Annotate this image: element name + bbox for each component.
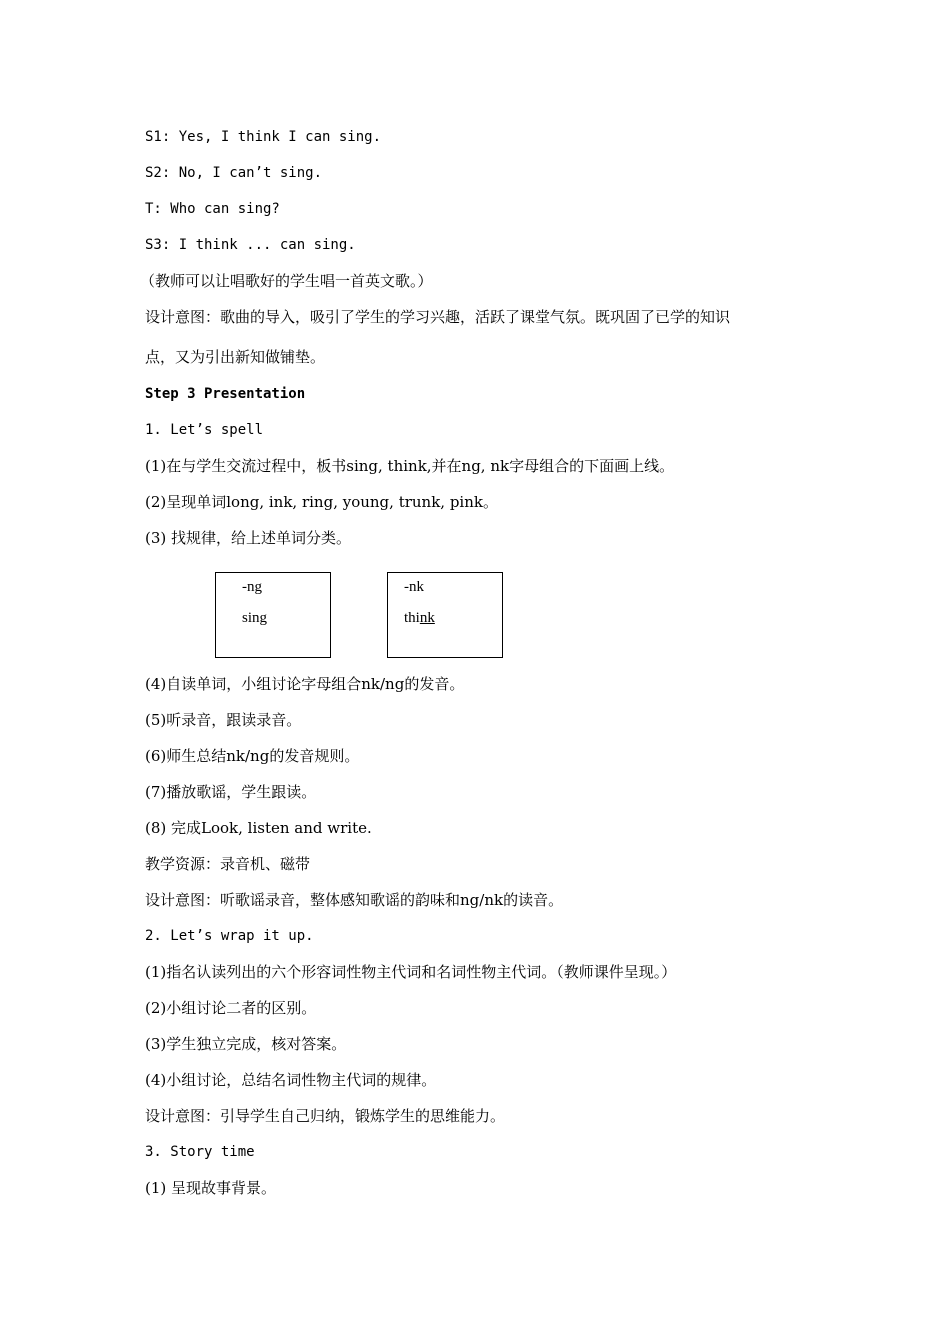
spell-item-7: (7)播放歌谣，学生跟读。 <box>145 783 317 801</box>
spell-item-3: (3) 找规律，给上述单词分类。 <box>145 529 352 547</box>
nk-word <box>404 610 435 627</box>
ng-word: sing <box>242 610 268 626</box>
design-intent-3: 设计意图：引导学生自己归纳，锻炼学生的思维能力。 <box>145 1107 506 1125</box>
design-intent-1: 设计意图：歌曲的导入，吸引了学生的学习兴趣，活跃了课堂气氛。既巩固了已学的知识 <box>145 308 731 326</box>
story-item-1: (1) 呈现故事背景。 <box>145 1179 277 1197</box>
design-intent-2: 设计意图：听歌谣录音，整体感知歌谣的韵味和ng/nk的读音。 <box>145 891 564 909</box>
step3-heading: Step 3 Presentation <box>145 386 306 402</box>
dialogue-t: T: Who can sing? <box>145 201 280 217</box>
spell-title: 1. Let’s spell <box>145 422 264 438</box>
wrap-item-1: (1)指名认读列出的六个形容词性物主代词和名词性物主代词。（教师课件呈现。） <box>145 963 677 981</box>
teacher-note: （教师可以让唱歌好的学生唱一首英文歌。） <box>140 272 433 290</box>
ng-label: -ng <box>242 579 262 595</box>
dialogue-s2: S2: No, I can’t sing. <box>145 165 323 181</box>
spell-item-1: (1)在与学生交流过程中，板书sing, think,并在ng, nk字母组合的下面画上线。 <box>145 457 675 475</box>
spell-item-5: (5)听录音，跟读录音。 <box>145 711 302 729</box>
spell-item-8: (8) 完成Look, listen and write. <box>145 819 372 837</box>
story-title: 3. Story time <box>145 1144 255 1160</box>
dialogue-s1: S1: Yes, I think I can sing. <box>145 129 382 145</box>
nk-word-box <box>387 572 503 658</box>
nk-word-prefix: thi <box>404 610 420 626</box>
ng-word-box <box>215 572 331 658</box>
design-intent-1-cont: 点，又为引出新知做铺垫。 <box>145 348 326 366</box>
wrap-title: 2. Let’s wrap it up. <box>145 928 314 944</box>
wrap-item-2: (2)小组讨论二者的区别。 <box>145 999 317 1017</box>
spell-item-6: (6)师生总结nk/ng的发音规则。 <box>145 747 360 765</box>
wrap-item-4: (4)小组讨论，总结名词性物主代词的规律。 <box>145 1071 437 1089</box>
teaching-resources: 教学资源：录音机、磁带 <box>145 855 311 873</box>
dialogue-s3: S3: I think ... can sing. <box>145 237 356 253</box>
spell-item-4: (4)自读单词，小组讨论字母组合nk/ng的发音。 <box>145 675 465 693</box>
nk-word-underlined: nk <box>419 610 435 626</box>
nk-label: -nk <box>404 579 424 595</box>
spell-item-2: (2)呈现单词long, ink, ring, young, trunk, pink。 <box>145 493 498 511</box>
wrap-item-3: (3)学生独立完成，核对答案。 <box>145 1035 347 1053</box>
